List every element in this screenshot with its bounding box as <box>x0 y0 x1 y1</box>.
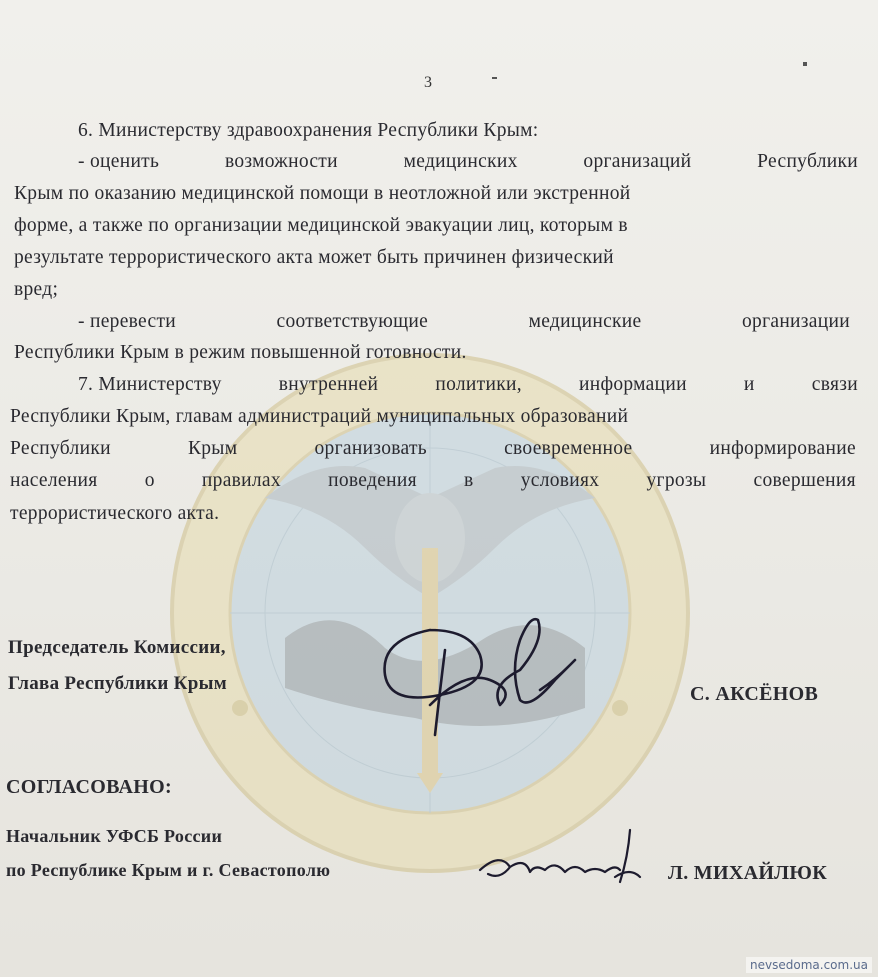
paragraph-7-line-5: террористического акта. <box>10 503 220 524</box>
word: Республики <box>757 151 858 172</box>
word: организации <box>741 311 850 332</box>
paragraph-6-item-1-line-5: вред; <box>14 279 59 300</box>
aksyonov-signature <box>370 610 610 740</box>
word: - оценить <box>78 151 160 172</box>
word: информации <box>578 374 687 395</box>
mikhailyuk-signature <box>470 822 650 894</box>
word: информирование <box>709 438 856 459</box>
fsb-title-line-1: Начальник УФСБ России <box>6 826 223 846</box>
word: о <box>144 470 155 491</box>
paragraph-7-line-2: Республики Крым, главам администраций муниципальных образований <box>10 406 629 427</box>
paragraph-7-line-3 <box>10 438 856 460</box>
mikhailyuk-name: Л. МИХАЙЛЮК <box>668 862 828 884</box>
word: совершения <box>753 470 856 491</box>
word: соответствующие <box>276 311 429 332</box>
word: организаций <box>583 151 692 172</box>
word: возможности <box>224 151 338 172</box>
paragraph-6-item-1-line-3: форме, а также по организации медицинской эвакуации лиц, которым в <box>14 215 628 236</box>
paragraph-6-item-2-line-2: Республики Крым в режим повышенной готовности. <box>14 342 467 363</box>
approval-heading: СОГЛАСОВАНО: <box>6 776 172 798</box>
word: условиях <box>520 470 600 491</box>
paragraph-6-item-1-line-4: результате террористического акта может быть причинен физический <box>14 247 614 268</box>
chairman-title-line-2: Глава Республики Крым <box>8 673 227 694</box>
word: и <box>743 374 755 395</box>
word: организовать <box>314 438 427 459</box>
speck-mark <box>492 77 497 79</box>
chairman-title-line-1: Председатель Комиссии, <box>8 637 226 658</box>
fsb-title-line-2: по Республике Крым и г. Севастополю <box>6 860 331 880</box>
paragraph-7-line-4 <box>10 470 856 492</box>
aksyonov-name: С. АКСЁНОВ <box>690 683 819 705</box>
word: угрозы <box>646 470 707 491</box>
word: 7. Министерству <box>78 374 222 395</box>
word: Крым <box>187 438 238 459</box>
paragraph-6-heading: 6. Министерству здравоохранения Республики Крым: <box>78 120 539 141</box>
word: - перевести <box>78 311 177 332</box>
word: медицинские <box>528 311 642 332</box>
word: поведения <box>328 470 417 491</box>
paragraph-6-item-1-line-2: Крым по оказанию медицинской помощи в неотложной или экстренной <box>14 183 631 204</box>
word: своевременное <box>504 438 633 459</box>
paragraph-7-line-1 <box>78 374 858 396</box>
paragraph-6-item-2-line-1 <box>78 311 850 333</box>
speck-mark <box>803 62 807 66</box>
word: правилах <box>201 470 281 491</box>
word: связи <box>811 374 858 395</box>
word: медицинских <box>403 151 518 172</box>
word: в <box>464 470 474 491</box>
paragraph-6-item-1-line-1 <box>78 151 858 173</box>
word: политики, <box>435 374 522 395</box>
page-number: 3 <box>424 74 432 91</box>
word: Республики <box>10 438 111 459</box>
word: внутренней <box>278 374 379 395</box>
source-watermark: nevsedoma.com.ua <box>746 957 872 973</box>
word: населения <box>10 470 98 491</box>
